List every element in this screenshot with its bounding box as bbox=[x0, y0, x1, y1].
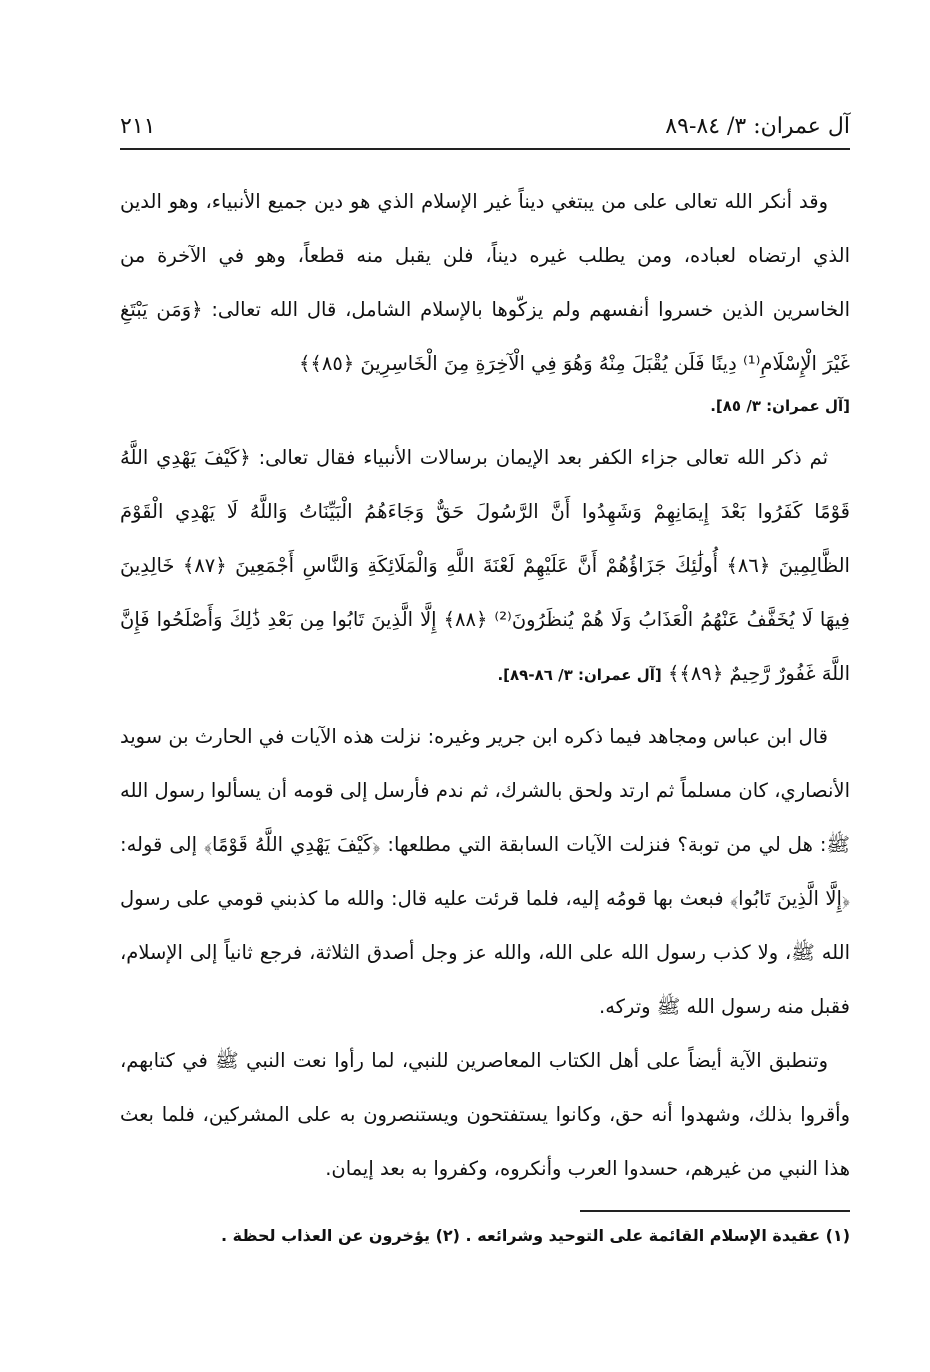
paragraph-4: وتنطبق الآية أيضاً على أهل الكتاب المعاصرين للنبي، لما رأوا نعت النبي ﷺ في كتابهم، وأقروا بذلك، وشهدوا أنه حق، وكانوا يستفتحون ويستنصرون به على المشركين، فلما بعث هذا النبي من غيرهم، حسدوا العرب وأنكروه، وكفروا به بعد إيمان. bbox=[120, 1049, 850, 1180]
paragraph-2 bbox=[120, 431, 850, 702]
running-title: آل عمران: ٣/ ٨٤-٨٩ bbox=[665, 114, 850, 139]
paragraph-2-text: ثم ذكر الله تعالى جزاء الكفر بعد الإيمان برسالات الأنبياء فقال تعالى: ﴿كَيْفَ يَهْدِي اللَّهُ قَوْمًا كَفَرُوا بَعْدَ إِيمَانِهِمْ وَشَهِدُوا أَنَّ الرَّسُولَ حَقٌّ وَجَاءَهُمُ الْبَيِّنَاتُ وَاللَّهُ لَا يَهْدِي الْقَوْمَ الظَّالِمِينَ ﴿٨٦﴾ أُولَٰئِكَ جَزَاؤُهُمْ أَنَّ عَلَيْهِمْ لَعْنَةَ اللَّهِ وَالْمَلَائِكَةِ وَالنَّاسِ أَجْمَعِينَ ﴿٨٧﴾ خَالِدِينَ فِيهَا لَا يُخَفَّفُ عَنْهُمُ الْعَذَابُ وَلَا هُمْ يُنظَرُونَ⁽²⁾ ﴿٨٨﴾ إِلَّا الَّذِينَ تَابُوا مِن بَعْدِ ذَٰلِكَ وَأَصْلَحُوا فَإِنَّ اللَّهَ غَفُورٌ رَّحِيمٌ ﴿٨٩﴾﴾ bbox=[120, 446, 850, 685]
paragraph-3: قال ابن عباس ومجاهد فيما ذكره ابن جرير وغيره: نزلت هذه الآيات في الحارث بن سويد الأنصاري، كان مسلماً ثم ارتد ولحق بالشرك، ثم ندم فأرسل إلى قومه أن يسألوا رسول الله ﷺ: هل لي من توبة؟ فنزلت الآيات السابقة التي مطلعها: ﴿كَيْفَ يَهْدِي اللَّهُ قَوْمًا﴾ إلى قوله: ﴿إِلَّا الَّذِينَ تَابُوا﴾ فبعث بها قومُه إليه، فلما قرئت عليه قال: والله ما كذبني قومي على رسول الله ﷺ، ولا كذب رسول الله على الله، والله عز وجل أصدق الثلاثة، فرجع ثانياً إلى الإسلام، فقبل منه رسول الله ﷺ وتركه. bbox=[120, 725, 850, 1018]
footnote-rule bbox=[580, 1210, 850, 1212]
main-text bbox=[120, 175, 850, 1196]
verse-reference-1: [آل عمران: ٣/ ٨٥]. bbox=[710, 397, 850, 415]
verse-reference-2: [آل عمران: ٣/ ٨٦-٨٩]. bbox=[497, 666, 662, 684]
header-rule bbox=[120, 148, 850, 150]
page-header bbox=[120, 108, 850, 150]
page-number: ٢١١ bbox=[120, 114, 156, 139]
paragraph-1: وقد أنكر الله تعالى على من يبتغي ديناً غير الإسلام الذي هو دين جميع الأنبياء، وهو الدين الذي ارتضاه لعباده، ومن يطلب غيره ديناً، فلن يقبل منه قطعاً، وهو في الآخرة من الخاسرين الذين خسروا أنفسهم ولم يزكّوها بالإسلام الشامل، قال الله تعالى: ﴿وَمَن يَبْتَغِ غَيْرَ الْإِسْلَامِ⁽¹⁾ دِينًا فَلَن يُقْبَلَ مِنْهُ وَهُوَ فِي الْآخِرَةِ مِنَ الْخَاسِرِينَ ﴿٨٥﴾﴾ bbox=[120, 190, 850, 375]
footnotes: (١) عقيدة الإسلام القائمة على التوحيد وشرائعه . (٢) يؤخرون عن العذاب لحظة . bbox=[221, 1226, 850, 1245]
